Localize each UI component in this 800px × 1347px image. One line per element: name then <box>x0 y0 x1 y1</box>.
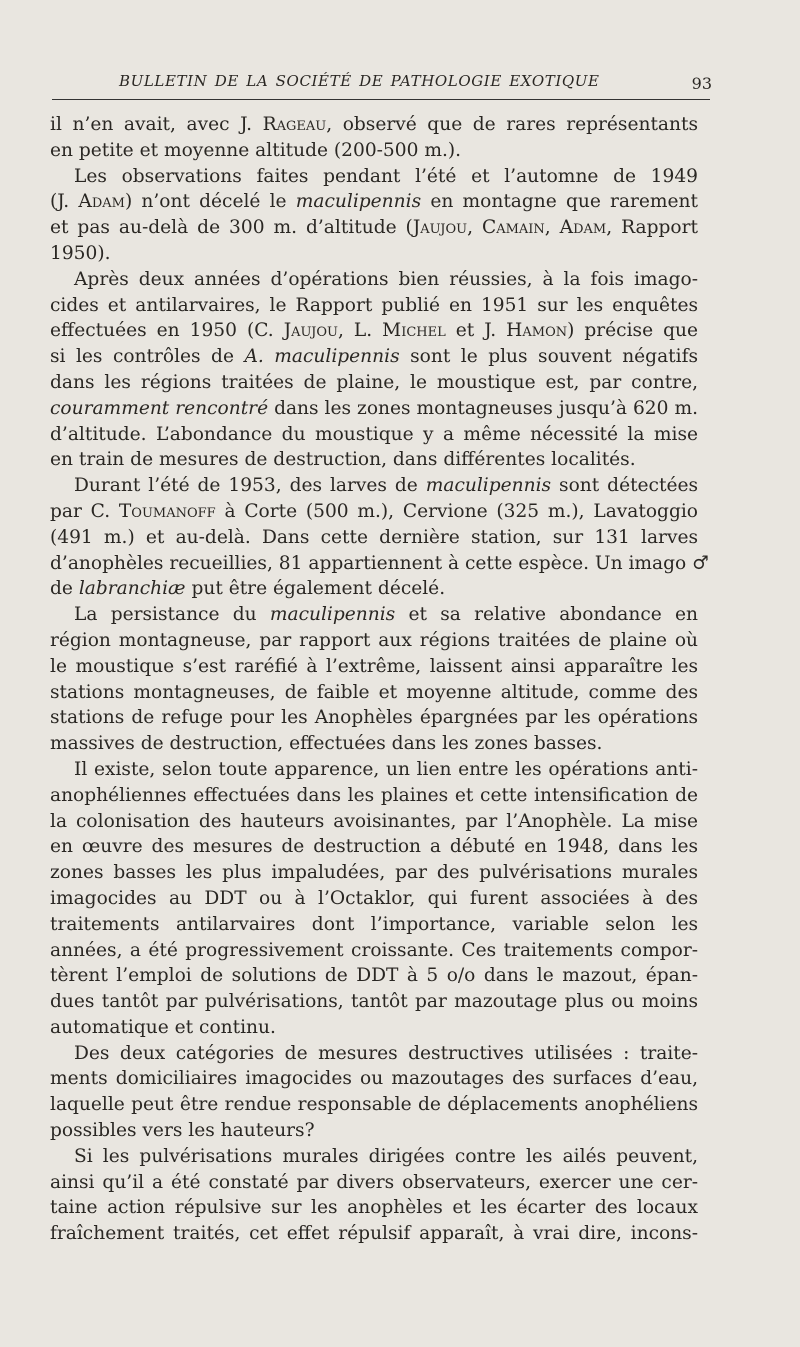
text-segment: A. maculipennis <box>244 346 400 368</box>
text-segment: dues tantôt par pulvérisations, tantôt par mazoutage plus ou moins <box>50 991 698 1013</box>
text-segment: Camain <box>481 217 545 239</box>
text-segment: , L. <box>337 320 383 342</box>
text-segment: région montagneuse, par rapport aux régions traitées de plaine où <box>50 629 698 651</box>
text-segment: traitements antilarvaires dont l’importance, variable selon les <box>50 913 698 935</box>
text-segment: couramment rencontré <box>50 397 269 419</box>
page-number: 93 <box>691 74 712 93</box>
text-segment: stations montagneuses, de faible et moyenne altitude, comme des <box>50 681 698 703</box>
text-line <box>50 138 698 164</box>
text-segment: Les observations faites pendant l’été et l’automne de 1949 <box>74 165 698 187</box>
text-segment: et sa relative abondance en <box>395 604 698 626</box>
text-line <box>50 809 698 835</box>
text-segment: massives de destruction, effectuées dans les zones basses. <box>50 733 603 755</box>
text-line <box>50 834 698 860</box>
text-segment: Adam <box>78 191 125 213</box>
text-line <box>50 989 698 1015</box>
text-segment: Jaujou <box>412 217 468 239</box>
text-segment: et J. <box>445 320 507 342</box>
text-line <box>50 912 698 938</box>
text-segment: Toumanoff <box>118 500 216 522</box>
text-line <box>50 1118 698 1144</box>
text-segment: possibles vers les hauteurs? <box>50 1120 315 1142</box>
text-line <box>50 551 709 577</box>
text-segment: et pas au-delà de 300 m. d’altitude ( <box>50 217 413 239</box>
text-line <box>50 112 698 138</box>
text-segment: maculipennis <box>295 191 422 213</box>
text-line <box>50 731 698 757</box>
text-segment: en montagne que rarement <box>421 191 698 213</box>
text-segment: tèrent l’emploi de solutions de DDT à 5 o/o dans le mazout, épan- <box>50 965 698 987</box>
text-segment: (J. <box>50 191 79 213</box>
text-line <box>50 215 698 241</box>
text-line <box>50 886 698 912</box>
text-line <box>50 396 698 422</box>
text-segment: effectuées en 1950 (C. <box>50 320 284 342</box>
text-line <box>50 680 698 706</box>
text-line <box>50 370 698 396</box>
text-line <box>50 705 698 731</box>
text-line <box>50 1195 698 1221</box>
text-line <box>50 938 698 964</box>
text-segment: cides et antilarvaires, le Rapport publié en 1951 sur les enquêtes <box>50 294 698 316</box>
text-segment: , <box>544 217 560 239</box>
running-header <box>52 70 720 100</box>
text-segment: de <box>50 578 79 600</box>
text-segment: ) précise que <box>567 320 698 342</box>
text-line <box>50 241 698 267</box>
text-line <box>50 1221 698 1247</box>
text-line <box>50 783 698 809</box>
text-segment: fraîchement traités, cet effet répulsif apparaît, à vrai dire, incons- <box>50 1223 698 1245</box>
text-segment: laquelle peut être rendue responsable de déplacements anophéliens <box>50 1094 698 1116</box>
text-segment: ments domiciliaires imagocides ou mazoutages des surfaces d’eau, <box>50 1068 698 1090</box>
text-segment: en train de mesures de destruction, dans différentes localités. <box>50 449 636 471</box>
text-line <box>50 473 698 499</box>
text-segment: la colonisation des hauteurs avoisinantes, par l’Anophèle. La mise <box>50 810 698 832</box>
text-segment: sont le plus souvent négatifs <box>399 346 699 368</box>
text-segment: Des deux catégories de mesures destructives utilisées : traite- <box>74 1042 698 1064</box>
text-line <box>50 602 698 628</box>
text-segment: La persistance du <box>74 604 270 626</box>
text-line <box>50 963 698 989</box>
text-line <box>50 164 698 190</box>
text-line <box>50 422 698 448</box>
text-line <box>50 499 698 525</box>
text-segment: Si les pulvérisations murales dirigées contre les ailés peuvent, <box>74 1145 698 1167</box>
text-segment: il n’en avait, avec J. <box>50 114 263 135</box>
text-segment: zones basses les plus impaludées, par des pulvérisations murales <box>50 862 698 884</box>
text-segment: stations de refuge pour les Anophèles épargnées par les opérations <box>50 707 698 729</box>
text-segment: sont détectées <box>551 475 698 497</box>
text-segment: 1950). <box>50 242 111 264</box>
text-line <box>50 293 698 319</box>
header-rule <box>52 99 710 100</box>
running-title: BULLETIN DE LA SOCIÉTÉ DE PATHOLOGIE EXOTIQUE <box>119 72 600 90</box>
text-segment: Jaujou <box>283 320 338 342</box>
text-segment: maculipennis <box>425 475 552 497</box>
text-segment: Durant l’été de 1953, des larves de <box>74 475 426 497</box>
text-line <box>50 344 698 370</box>
text-segment: dans les régions traitées de plaine, le moustique est, par contre, <box>50 371 698 393</box>
text-segment: en petite et moyenne altitude (200-500 m.). <box>50 139 462 161</box>
text-segment: années, a été progressivement croissante. Ces traitements compor- <box>50 939 698 961</box>
text-segment: labranchiæ <box>78 578 186 600</box>
text-segment: maculipennis <box>269 604 396 626</box>
text-segment: put être également décelé. <box>185 578 446 600</box>
text-segment: ainsi qu’il a été constaté par divers observateurs, exercer une cer- <box>50 1171 698 1193</box>
text-segment: d’anophèles recueillies, 81 appartiennent à cette espèce. Un imago ♂ <box>50 552 709 574</box>
text-segment: Hamon <box>506 320 568 342</box>
text-segment: le moustique s’est raréfié à l’extrême, laissent ainsi apparaître les <box>50 655 698 677</box>
text-line <box>50 860 698 886</box>
text-segment: , observé que de rares représentants <box>326 114 698 135</box>
text-line <box>50 1170 698 1196</box>
text-segment: automatique et continu. <box>50 1016 276 1038</box>
text-line <box>50 628 698 654</box>
text-segment: , <box>467 217 482 239</box>
text-segment: Il existe, selon toute apparence, un lien entre les opérations anti- <box>74 758 698 780</box>
text-segment: Rageau <box>262 114 327 135</box>
text-line <box>50 1015 698 1041</box>
text-segment: d’altitude. L’abondance du moustique y a même nécessité la mise <box>50 423 698 445</box>
text-line <box>50 757 698 783</box>
text-line <box>50 576 698 602</box>
body-text <box>50 112 709 1247</box>
text-segment: taine action répulsive sur les anophèles et les écarter des locaux <box>50 1197 698 1219</box>
text-line <box>50 1066 698 1092</box>
text-line <box>50 654 698 680</box>
text-segment: si les contrôles de <box>50 346 245 368</box>
text-segment: en œuvre des mesures de destruction a débuté en 1948, dans les <box>50 836 698 858</box>
text-segment: par C. <box>50 500 119 522</box>
text-segment: (491 m.) et au-delà. Dans cette dernière station, sur 131 larves <box>50 526 698 548</box>
text-line <box>50 1092 698 1118</box>
text-line <box>50 1041 698 1067</box>
text-segment: Michel <box>382 320 446 342</box>
text-line <box>50 525 698 551</box>
text-segment: imagocides au DDT ou à l’Octaklor, qui furent associées à des <box>50 887 698 909</box>
text-line <box>50 447 698 473</box>
text-segment: , Rapport <box>606 217 698 239</box>
text-line <box>50 189 698 215</box>
text-line <box>50 318 698 344</box>
text-segment: Après deux années d’opérations bien réussies, à la fois imago- <box>74 268 698 290</box>
text-segment: Adam <box>559 217 607 239</box>
text-line <box>50 267 698 293</box>
text-segment: ) n’ont décelé le <box>124 191 296 213</box>
text-segment: dans les zones montagneuses jusqu’à 620 m. <box>268 397 698 419</box>
text-segment: à Corte (500 m.), Cervione (325 m.), Lavatoggio <box>215 500 698 522</box>
text-segment: anophéliennes effectuées dans les plaines et cette intensification de <box>50 784 698 806</box>
text-line <box>50 1144 698 1170</box>
